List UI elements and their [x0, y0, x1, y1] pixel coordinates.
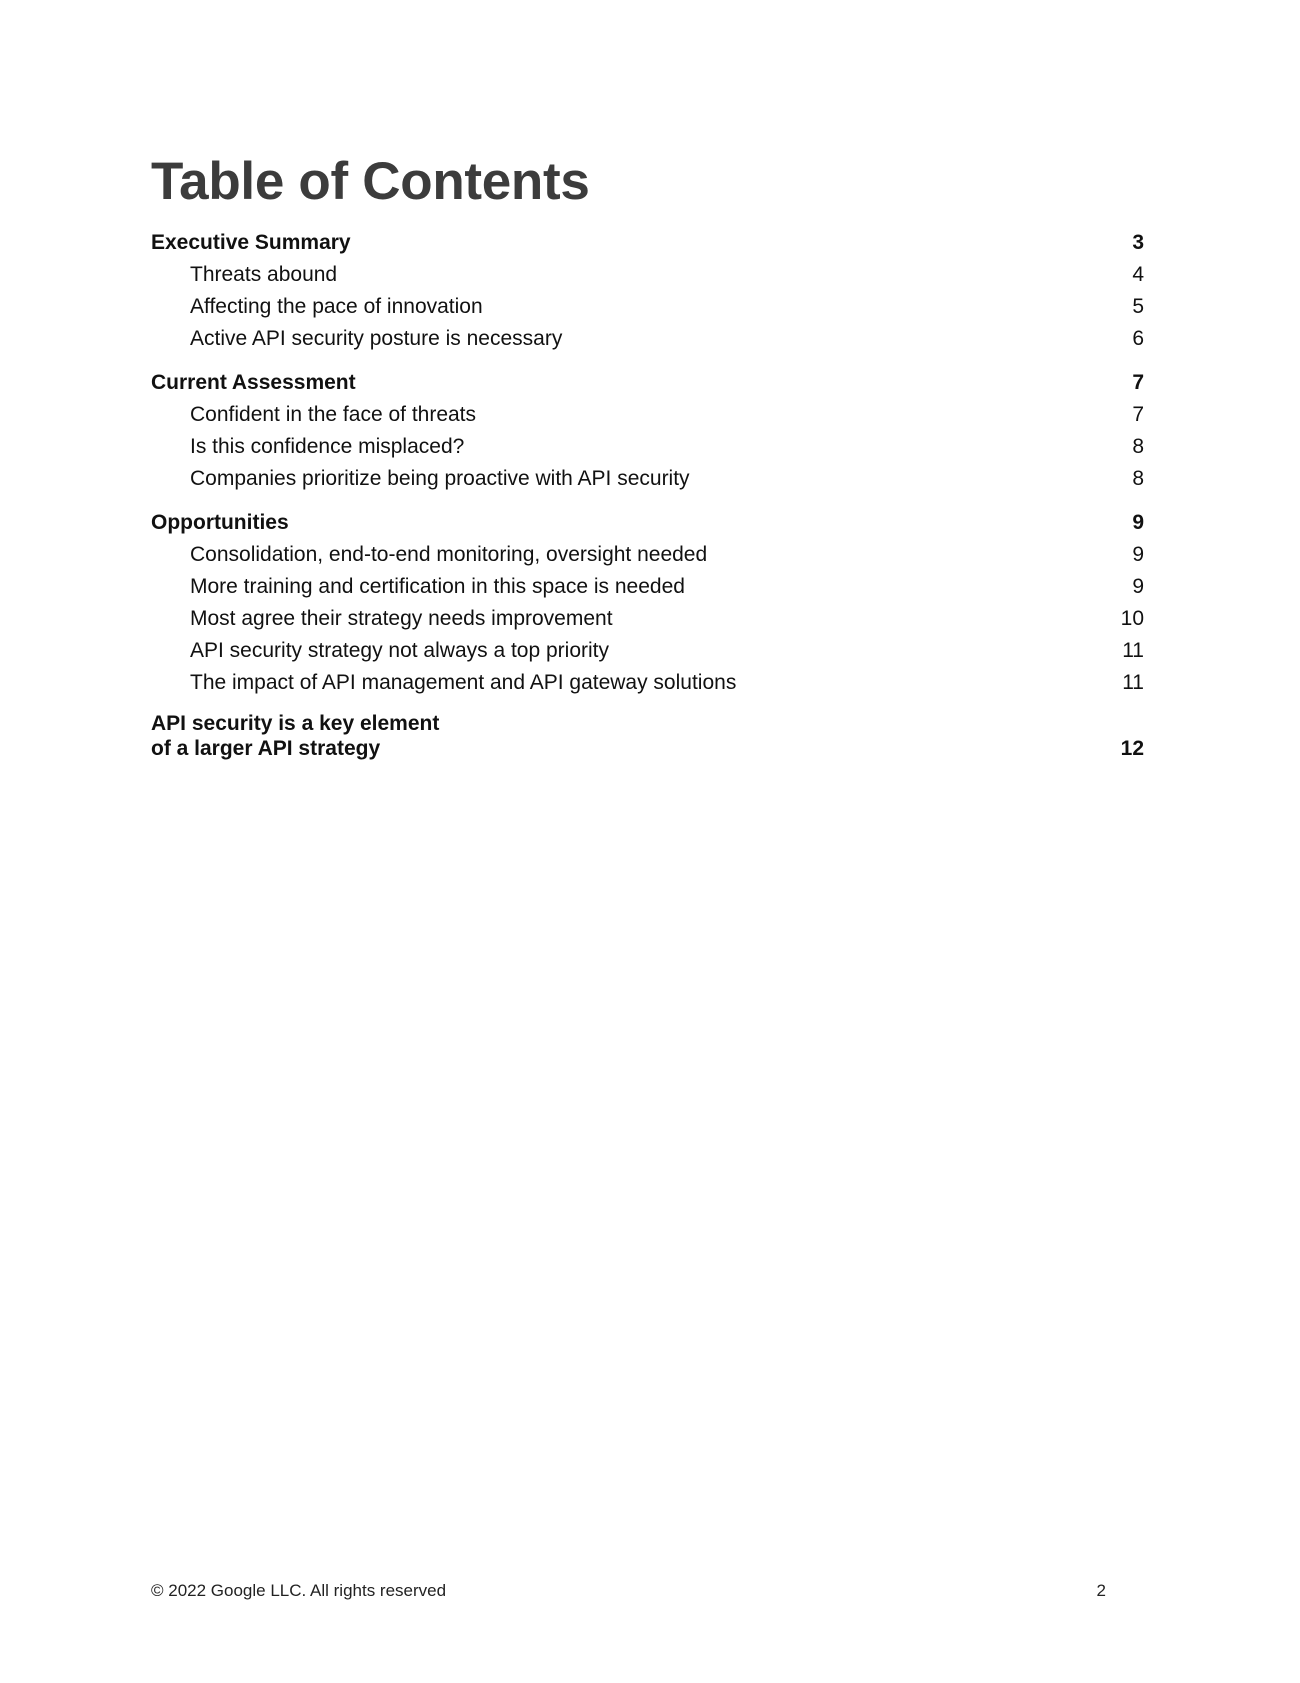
toc-entry-label: Is this confidence misplaced?: [190, 435, 465, 458]
toc-entry-label: Current Assessment: [151, 371, 356, 394]
page-footer: [151, 1580, 1106, 1602]
toc-entry-label: Affecting the pace of innovation: [190, 295, 483, 318]
toc-entry-confident[interactable]: [151, 399, 1144, 431]
toc-entry-label: API security strategy not always a top priority: [190, 639, 610, 662]
toc-entry-strategy-improvement[interactable]: [151, 603, 1144, 635]
toc-entry-page: 8: [1132, 435, 1144, 458]
toc-entry-label-line2: of a larger API strategy: [151, 737, 381, 760]
toc-entry-misplaced[interactable]: [151, 431, 1144, 463]
toc-entry-label: Confident in the face of threats: [190, 403, 477, 426]
toc-entry-page: 7: [1132, 371, 1144, 394]
toc-entry-executive-summary[interactable]: [151, 227, 1144, 259]
footer-page-number: 2: [1096, 1581, 1106, 1600]
table-of-contents: [151, 227, 1144, 773]
toc-entry-page: 12: [1120, 737, 1144, 760]
toc-entry-label: Active API security posture is necessary: [190, 327, 563, 350]
toc-entry-page: 3: [1132, 231, 1144, 254]
toc-entry-page: 10: [1120, 607, 1144, 630]
toc-entry-page: 6: [1132, 327, 1144, 350]
toc-entry-top-priority[interactable]: [151, 635, 1144, 667]
toc-entry-threats-abound[interactable]: [151, 259, 1144, 291]
toc-entry-label: The impact of API management and API gateway solutions: [190, 671, 737, 694]
toc-section-api-security: [151, 711, 1144, 761]
toc-entry-label: Opportunities: [151, 511, 289, 534]
toc-entry-consolidation[interactable]: [151, 539, 1144, 571]
toc-entry-page: 9: [1132, 575, 1144, 598]
toc-entry-label: Threats abound: [190, 263, 338, 286]
toc-entry-page: 9: [1132, 511, 1144, 534]
toc-entry-label: Most agree their strategy needs improvement: [190, 607, 613, 630]
toc-entry-gateway-impact[interactable]: [151, 667, 1144, 699]
toc-entry-page: 11: [1122, 671, 1144, 694]
toc-entry-page: 11: [1122, 639, 1144, 662]
toc-entry-label: More training and certification in this space is needed: [190, 575, 685, 598]
toc-section-current-assessment: [151, 367, 1144, 495]
toc-entry-current-assessment[interactable]: [151, 367, 1144, 399]
toc-entry-label: Companies prioritize being proactive with API security: [190, 467, 690, 490]
toc-section-executive-summary: [151, 227, 1144, 355]
toc-entry-label: Consolidation, end-to-end monitoring, oversight needed: [190, 543, 708, 566]
toc-entry-page: 9: [1132, 543, 1144, 566]
toc-entry-label: [151, 711, 439, 761]
toc-entry-label: Executive Summary: [151, 231, 351, 254]
toc-entry-page: 7: [1132, 403, 1144, 426]
toc-entry-proactive[interactable]: [151, 463, 1144, 495]
toc-entry-opportunities[interactable]: [151, 507, 1144, 539]
copyright-text: © 2022 Google LLC. All rights reserved: [151, 1581, 447, 1600]
toc-entry-label-line1: API security is a key element: [151, 712, 440, 735]
toc-entry-active-posture[interactable]: [151, 323, 1144, 355]
toc-section-opportunities: [151, 507, 1144, 699]
toc-entry-page: 5: [1132, 295, 1144, 318]
toc-entry-page: 8: [1132, 467, 1144, 490]
toc-entry-page: 4: [1132, 263, 1144, 286]
page-title: Table of Contents: [151, 152, 590, 211]
toc-entry-training[interactable]: [151, 571, 1144, 603]
toc-entry-pace-of-innovation[interactable]: [151, 291, 1144, 323]
toc-entry-api-security[interactable]: [151, 711, 1144, 761]
